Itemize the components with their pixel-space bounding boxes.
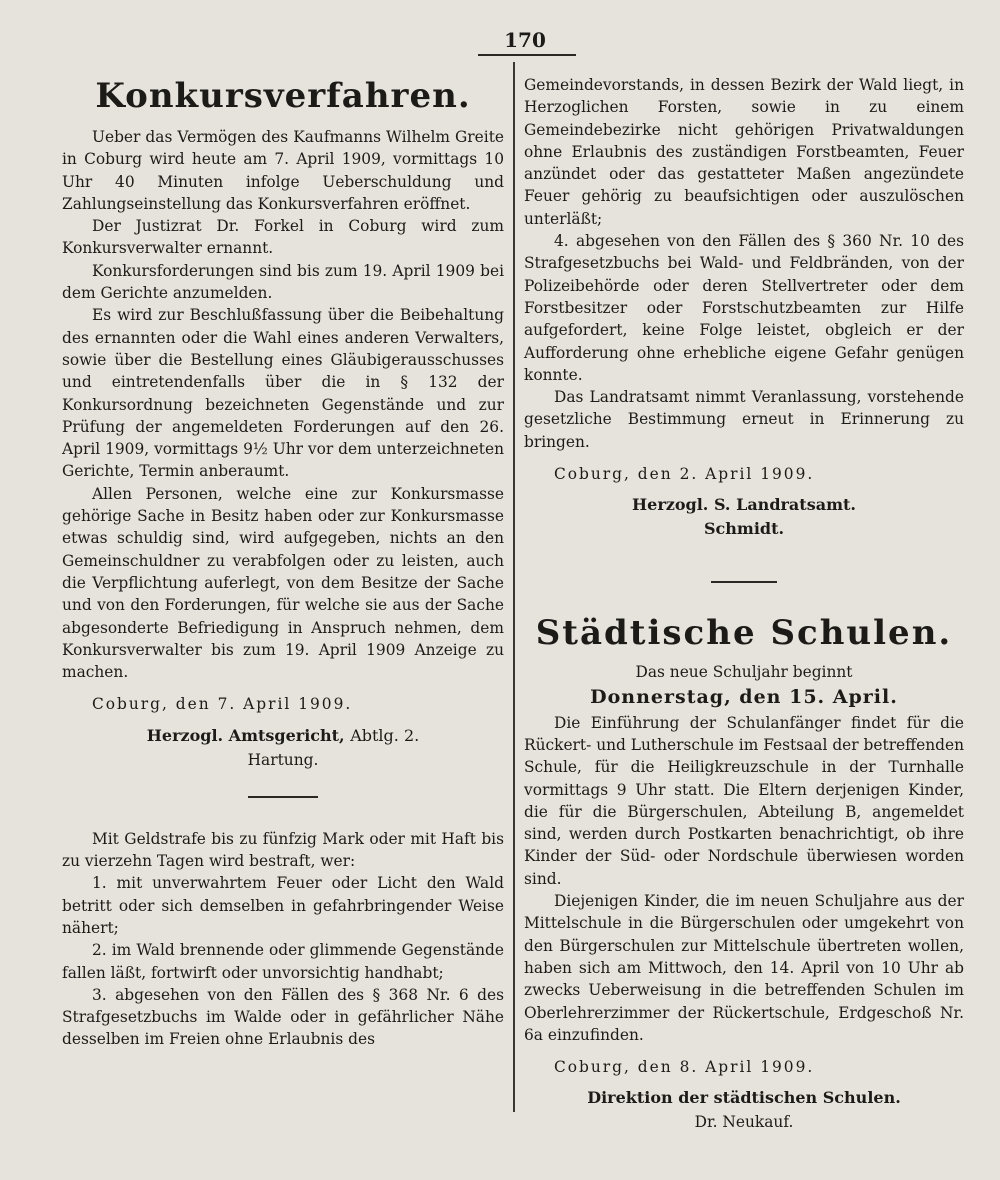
fine-paragraph-intro: Mit Geldstrafe bis zu fünfzig Mark oder mit Haft bis zu vierzehn Tagen wird bestraft, wer: <box>62 829 504 871</box>
fine-closing-paragraph: Das Landratsamt nimmt Veranlassung, vorstehende gesetzliche Bestimmung erneut in Erinnerung zu bringen. <box>524 388 964 451</box>
schools-directorate-signature: Direktion der städtischen Schulen. <box>587 1088 901 1108</box>
court-name: Herzogl. Amtsgericht, <box>146 725 345 745</box>
district-office-signature: Herzogl. S. Landratsamt. <box>632 495 856 515</box>
bankruptcy-paragraph-3: Konkursforderungen sind bis zum 19. April 1909 bei dem Gerichte anzumelden. <box>62 261 504 303</box>
schools-lead: Das neue Schuljahr beginnt <box>635 663 853 682</box>
schools-paragraph-1: Die Einführung der Schulanfänger findet für die Rückert- und Lutherschule im Festsaal der betreffenden Schule, für die Heiligkreuzschule in der Turnhalle vormittags 9 Uhr statt. Die Eltern derjenigen Kinder, die für die Bürgerschulen, Abteilung B, angemeldet sind, werden durch Postkarten benachrichtigt, ob ihre Kinder der Süd- oder Nordschule überwiesen worden sind. <box>524 713 964 888</box>
page-number-rule <box>478 54 576 56</box>
bankruptcy-paragraph-2: Der Justizrat Dr. Forkel in Coburg wird zum Konkursverwalter ernannt. <box>62 217 504 258</box>
fine-dateline: Coburg, den 2. April 1909. <box>554 465 815 484</box>
bankruptcy-paragraph-4: Es wird zur Beschlußfassung über die Beibehaltung des ernannten oder die Wahl eines anderen Verwalters, sowie über die Bestellung eines Gläubigerausschusses und eintretendenfalls über die in § 132 der Konkursordnung bezeichneten Gegenstände und zur Prüfung der angemeldeten Forderungen auf den 26. April 1909, vormittags 9½ Uhr vor dem unterzeichneten Gerichte, Termin anberaumt. <box>62 306 504 481</box>
schools-start-date: Donnerstag, den 15. April. <box>590 685 898 708</box>
left-column <box>62 70 504 1051</box>
fine-item-2: 2. im Wald brennende oder glimmende Gegenstände fallen läßt, fortwirft oder unvorsichtig handhabt; <box>62 941 504 982</box>
court-signature <box>62 724 504 748</box>
right-column <box>524 74 964 1134</box>
section-separator-right <box>711 581 777 583</box>
bankruptcy-dateline: Coburg, den 7. April 1909. <box>92 695 353 714</box>
court-department: Abtlg. 2. <box>350 725 420 745</box>
fine-item-3-continued: Gemeindevorstands, in dessen Bezirk der Wald liegt, in Herzoglichen Forsten, sowie in zu einem Gemeindebezirke nicht gehörigen Privatwaldungen ohne Erlaubnis des zuständigen Forstbeamten, Feuer anzündet oder das gestatteter Maßen angezündete Feuer gehörig zu beaufsichtigen oder auszulöschen unterläßt; <box>524 76 964 228</box>
column-divider <box>513 62 515 1112</box>
bankruptcy-title: Konkursverfahren. <box>95 76 471 116</box>
section-separator <box>248 796 318 798</box>
bankruptcy-paragraph-5: Allen Personen, welche eine zur Konkursmasse gehörige Sache in Besitz haben oder zur Konkursmasse etwas schuldig sind, wird aufgegeben, nichts an den Gemeinschuldner zu verabfolgen oder zu leisten, auch die Verpflichtung auferlegt, von dem Besitze der Sache und von den Forderungen, für welche sie aus der Sache abgesonderte Befriedigung in Anspruch nehmen, dem Konkursverwalter bis zum 19. April 1909 Anzeige zu machen. <box>62 484 504 682</box>
schools-directorate-signer: Dr. Neukauf. <box>694 1113 794 1132</box>
fine-item-1: 1. mit unverwahrtem Feuer oder Licht den Wald betritt oder sich demselben in gefahrbringender Weise nähert; <box>62 874 504 937</box>
district-office-signer: Schmidt. <box>703 519 785 539</box>
court-signer: Hartung. <box>247 750 319 769</box>
page-number: 170 <box>504 28 546 52</box>
bankruptcy-paragraph-1: Ueber das Vermögen des Kaufmanns Wilhelm Greite in Coburg wird heute am 7. April 1909, vormittags 10 Uhr 40 Minuten infolge Ueberschuldung und Zahlungseinstellung das Konkursverfahren eröffnet. <box>62 128 504 213</box>
schools-paragraph-2: Diejenigen Kinder, die im neuen Schuljahre aus der Mittelschule in die Bürgerschulen oder umgekehrt von den Bürgerschulen zur Mittelschule übertreten wollen, haben sich am Mittwoch, den 14. April von 10 Uhr ab zwecks Ueberweisung in die betreffenden Schulen im Oberlehrerzimmer der Rückertschule, Erdgeschoß Nr. 6a einzufinden. <box>524 892 964 1044</box>
schools-dateline: Coburg, den 8. April 1909. <box>554 1058 815 1077</box>
fine-item-3: 3. abgesehen von den Fällen des § 368 Nr. 6 des Strafgesetzbuchs im Walde oder in gefährlicher Nähe desselben im Freien ohne Erlaubnis des <box>62 985 504 1049</box>
schools-title: Städtische Schulen. <box>535 613 953 654</box>
fine-item-4: 4. abgesehen von den Fällen des § 360 Nr. 10 des Strafgesetzbuchs bei Wald- und Feldbränden, von der Polizeibehörde oder deren Stellvertreter oder dem Forstbesitzer oder Forstschutzbeamten zur Hilfe aufgefordert, keine Folge leistet, obgleich er der Aufforderung ohne erhebliche eigene Gefahr genügen konnte. <box>524 232 964 384</box>
